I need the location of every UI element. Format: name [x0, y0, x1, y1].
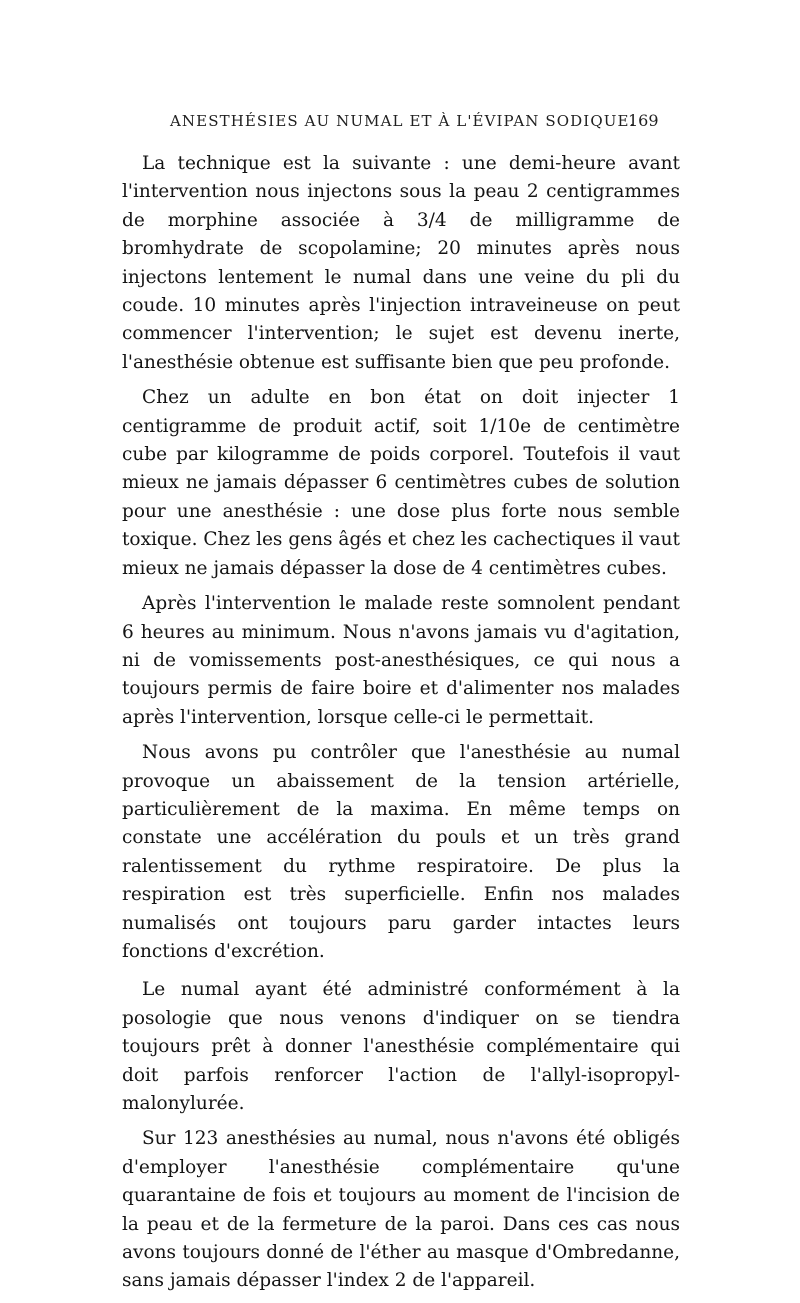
paragraph-statistics: Sur 123 anesthésies au numal, nous n'avons été obligés d'employer l'anesthésie complémentaire qu'une quarantaine de fois et toujours au moment de l'incision de la peau et de la fermeture de la paroi. Dans ces cas nous avons toujours donné de l'éther au masque d'Ombredanne, sans jamais dépasser l'index 2 de l'appareil.	[122, 1128, 680, 1292]
body-text	[122, 150, 680, 1303]
paragraph-post-operative: Après l'intervention le malade reste somnolent pendant 6 heures au minimum. Nous n'avons jamais vu d'agitation, ni de vomissements post-anesthésiques, ce qui nous a toujours permis de faire boire et d'alimenter nos malades après l'intervention, lorsque celle-ci le permettait.	[122, 593, 680, 728]
running-title: ANESTHÉSIES AU NUMAL ET À L'ÉVIPAN SODIQUE.	[170, 112, 636, 130]
page-number: 169	[628, 111, 659, 130]
paragraph-physiological-effects: Nous avons pu contrôler que l'anesthésie au numal provoque un abaissement de la tension artérielle, particulièrement de la maxima. En même temps on constate une accélération du pouls et un très grand ralentissement du rythme respiratoire. De plus la respiration est très superficielle. Enfin nos malades numalisés ont toujours paru garder intactes leurs fonctions d'excrétion.	[122, 742, 680, 962]
paragraph-complementary-anesthesia: Le numal ayant été administré conformément à la posologie que nous venons d'indiquer on se tiendra toujours prêt à donner l'anesthésie complémentaire qui doit parfois renforcer l'action de l'allyl-isopropyl-malonylurée.	[122, 979, 680, 1114]
paragraph-technique: La technique est la suivante : une demi-heure avant l'intervention nous injectons sous la peau 2 centigrammes de morphine associée à 3/4 de milligramme de bromhydrate de scopolamine; 20 minutes après nous injectons lentement le numal dans une veine du pli du coude. 10 minutes après l'injection intraveineuse on peut commencer l'intervention; le sujet est devenu inerte, l'anesthésie obtenue est suffisante bien que peu profonde.	[122, 153, 680, 373]
paragraph-dosage: Chez un adulte en bon état on doit injecter 1 centigramme de produit actif, soit 1/10e de centimètre cube par kilogramme de poids corporel. Toutefois il vaut mieux ne jamais dépasser 6 centimètres cubes de solution pour une anesthésie : une dose plus forte nous semble toxique. Chez les gens âgés et chez les cachectiques il vaut mieux ne jamais dépasser la dose de 4 centimètres cubes.	[122, 387, 680, 579]
